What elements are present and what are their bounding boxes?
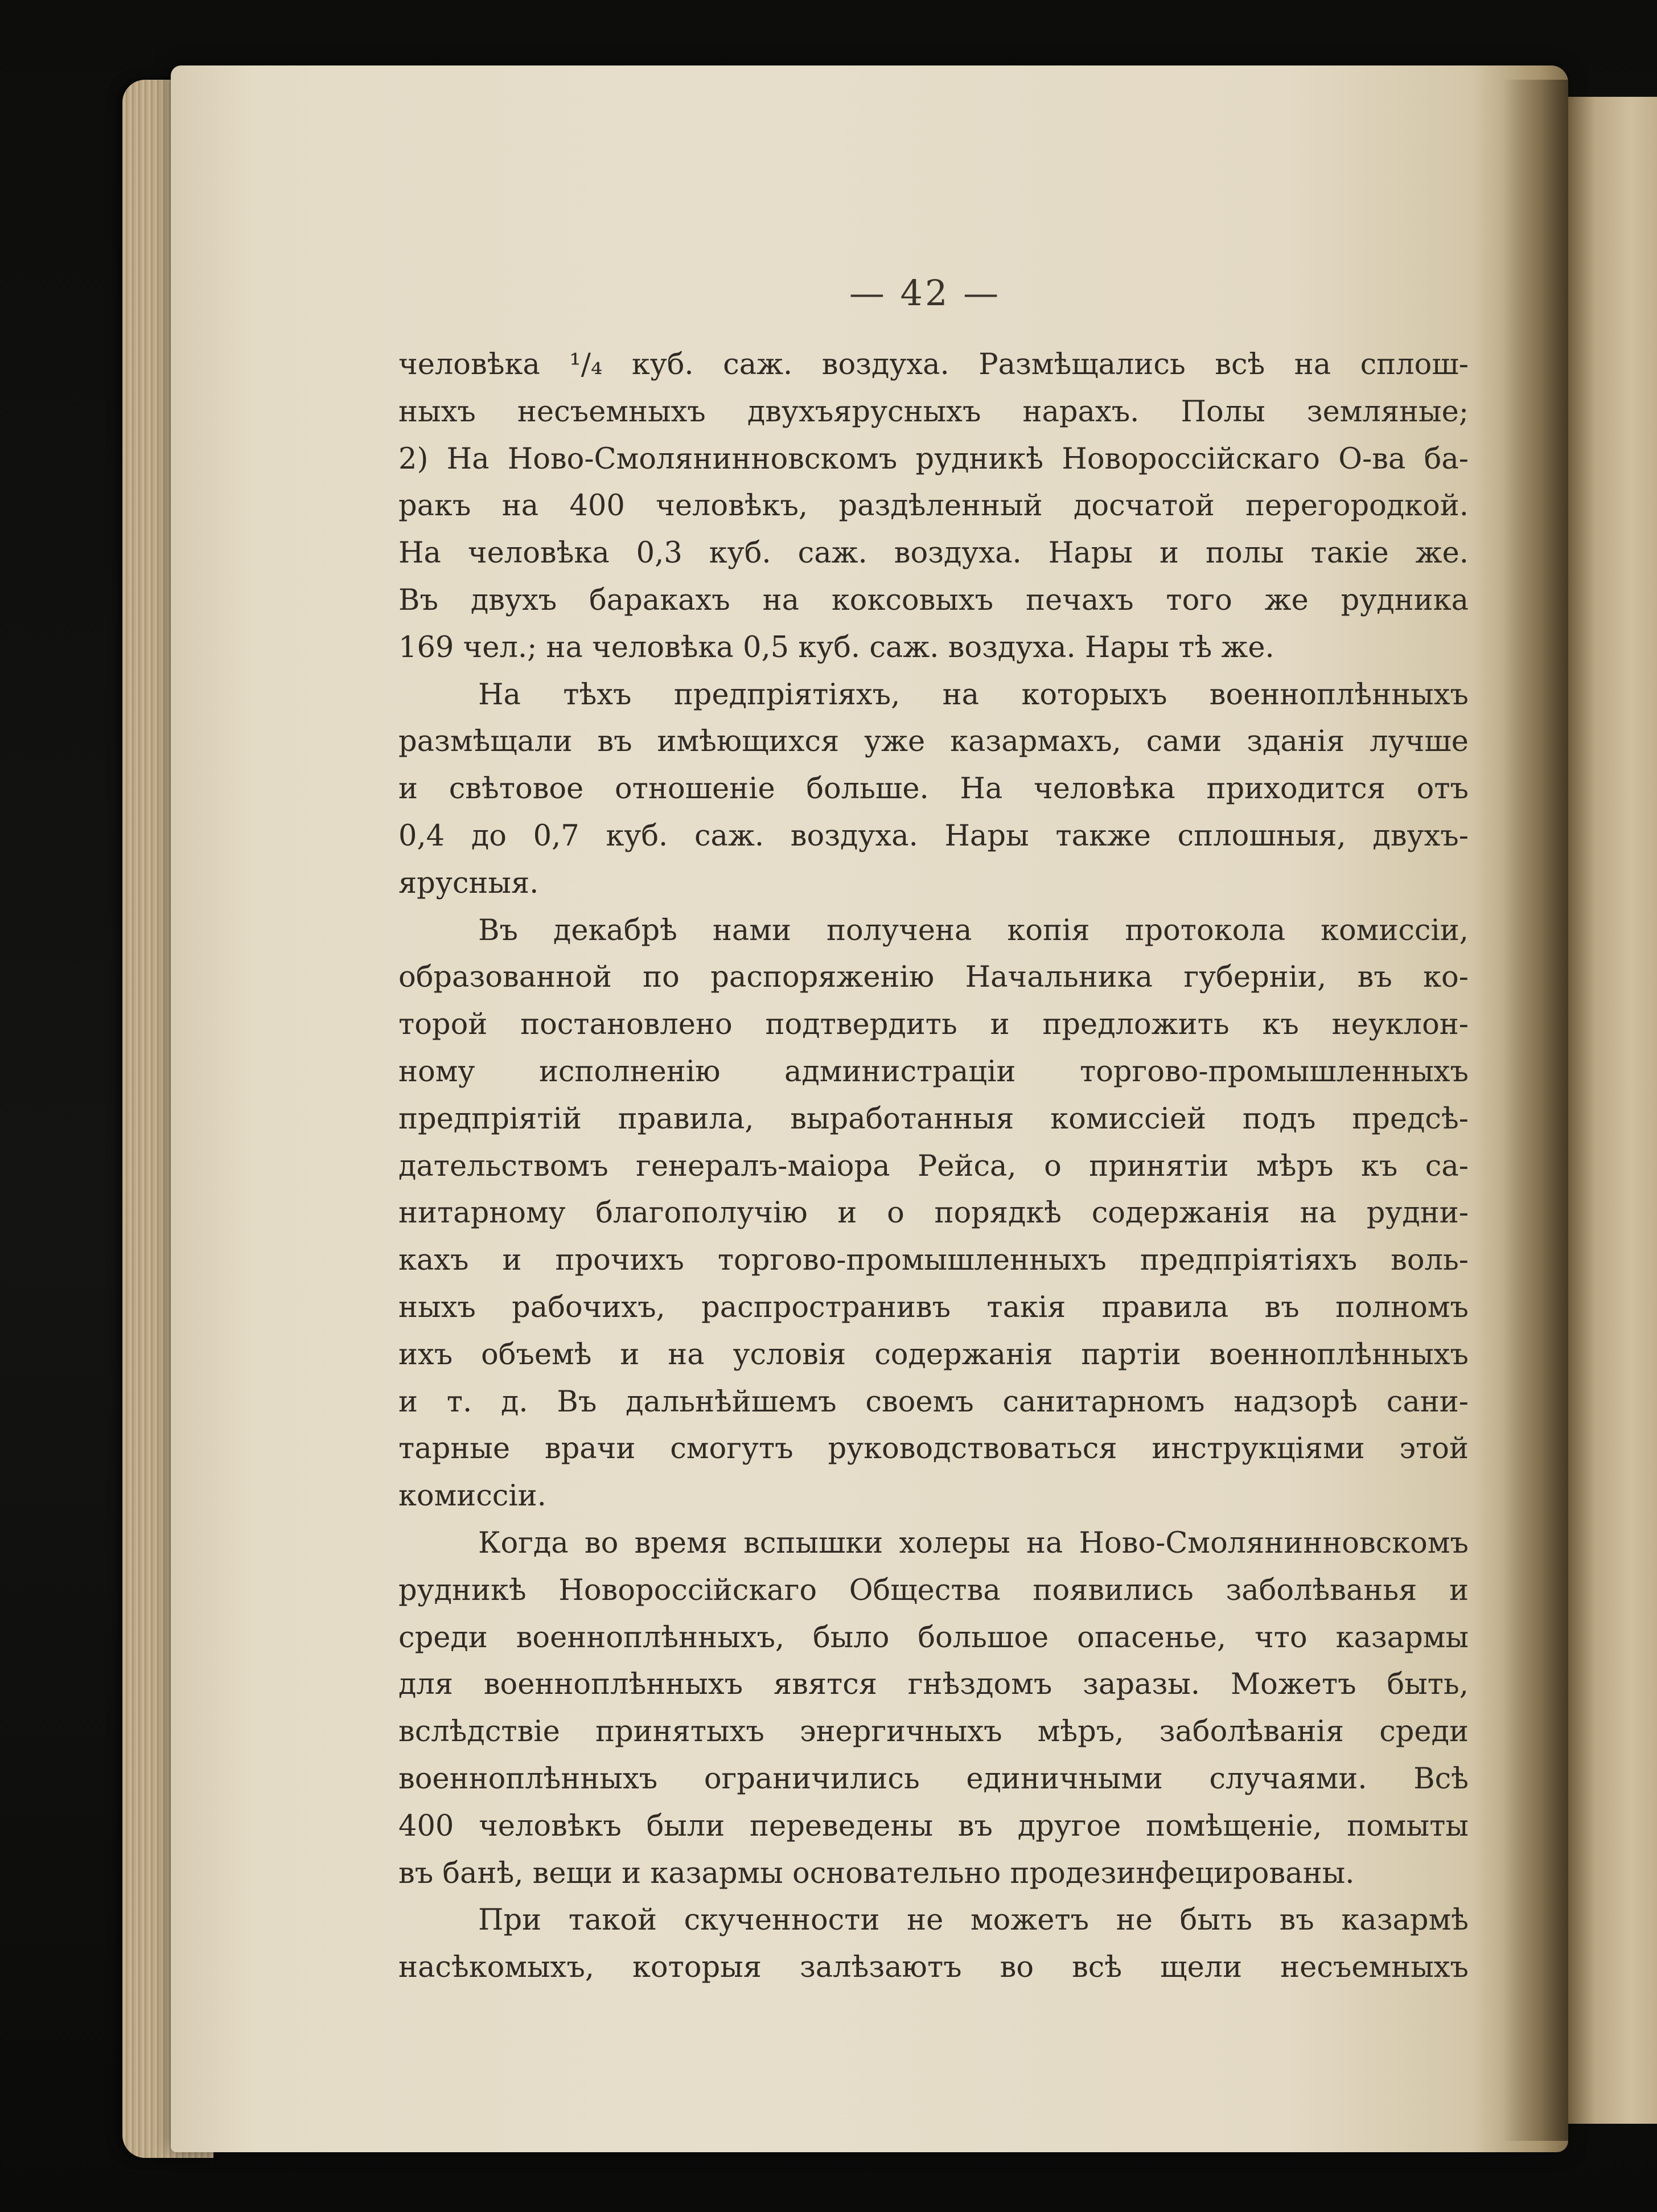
facing-page-edge bbox=[1568, 97, 1657, 2124]
text-line: образованной по распоряженію Начальника губерніи, въ ко- bbox=[398, 961, 1469, 995]
text-line: 2) На Ново-Смолянинновскомъ рудникѣ Новороссійскаго О-ва ба- bbox=[398, 442, 1469, 476]
text-line: и т. д. Въ дальнѣйшемъ своемъ санитарномъ надзорѣ сани- bbox=[398, 1385, 1469, 1419]
text-line: ныхъ несъемныхъ двухъярусныхъ нарахъ. Полы земляные; bbox=[398, 395, 1469, 429]
text-line: размѣщали въ имѣющихся уже казармахъ, сами зданія лучше bbox=[398, 725, 1469, 759]
text-line: нитарному благополучію и о порядкѣ содержанія на рудни- bbox=[398, 1196, 1469, 1230]
text-line: Когда во время вспышки холеры на Ново-Смолянинновскомъ bbox=[478, 1526, 1469, 1560]
body-text bbox=[398, 342, 1469, 1992]
text-line: На тѣхъ предпріятіяхъ, на которыхъ военноплѣнныхъ bbox=[478, 678, 1469, 712]
text-line: въ банѣ, вещи и казармы основательно продезинфецированы. bbox=[398, 1856, 1355, 1890]
text-line: предпріятій правила, выработанныя комиссіей подъ предсѣ- bbox=[398, 1102, 1469, 1136]
text-line: торой постановлено подтвердить и предложить къ неуклон- bbox=[398, 1008, 1469, 1042]
text-line: насѣкомыхъ, которыя залѣзаютъ во всѣ щели несъемныхъ bbox=[398, 1951, 1469, 1985]
text-line: вслѣдствіе принятыхъ энергичныхъ мѣръ, заболѣванія среди bbox=[398, 1715, 1469, 1749]
text-line: для военноплѣнныхъ явятся гнѣздомъ заразы. Можетъ быть, bbox=[398, 1668, 1469, 1702]
text-line: ныхъ рабочихъ, распространивъ такія правила въ полномъ bbox=[398, 1290, 1469, 1324]
text-line: человѣка ¹/₄ куб. саж. воздуха. Размѣщались всѣ на сплош- bbox=[398, 348, 1469, 381]
text-line: ихъ объемѣ и на условія содержанія партіи военноплѣнныхъ bbox=[398, 1337, 1469, 1372]
text-line: 400 человѣкъ были переведены въ другое помѣщеніе, помыты bbox=[398, 1809, 1469, 1843]
text-line: Въ декабрѣ нами получена копія протокола комиссіи, bbox=[478, 913, 1469, 947]
text-line: Въ двухъ баракахъ на коксовыхъ печахъ того же рудника bbox=[398, 583, 1469, 617]
page-gutter-shadow bbox=[1503, 80, 1568, 2141]
text-line: 169 чел.; на человѣка 0,5 куб. саж. воздуха. Нары тѣ же. bbox=[398, 630, 1274, 664]
text-line: тарные врачи смогутъ руководствоваться инструкціями этой bbox=[398, 1432, 1469, 1466]
text-line: среди военноплѣнныхъ, было большое опасенье, что казармы bbox=[398, 1620, 1469, 1655]
text-line: При такой скученности не можетъ не быть въ казармѣ bbox=[478, 1903, 1469, 1938]
text-line: военноплѣнныхъ ограничились единичными случаями. Всѣ bbox=[398, 1762, 1469, 1796]
text-line: ному исполненію администраціи торгово-промышленныхъ bbox=[398, 1054, 1469, 1089]
text-line: ярусныя. bbox=[398, 866, 539, 900]
text-line: дательствомъ генералъ-маіора Рейса, о принятіи мѣръ къ са- bbox=[398, 1149, 1469, 1183]
text-line: На человѣка 0,3 куб. саж. воздуха. Нары и полы такіе же. bbox=[398, 536, 1469, 571]
page-number: — 42 — bbox=[849, 272, 1001, 314]
text-line: кахъ и прочихъ торгово-промышленныхъ предпріятіяхъ воль- bbox=[398, 1244, 1469, 1278]
text-line: ракъ на 400 человѣкъ, раздѣленный досчатой перегородкой. bbox=[398, 489, 1469, 523]
text-line: и свѣтовое отношеніе больше. На человѣка приходится отъ bbox=[398, 772, 1469, 806]
text-line: 0,4 до 0,7 куб. саж. воздуха. Нары также сплошныя, двухъ- bbox=[398, 819, 1469, 853]
text-line: комиссіи. bbox=[398, 1479, 546, 1513]
text-line: рудникѣ Новороссійскаго Общества появились заболѣванья и bbox=[398, 1573, 1469, 1607]
